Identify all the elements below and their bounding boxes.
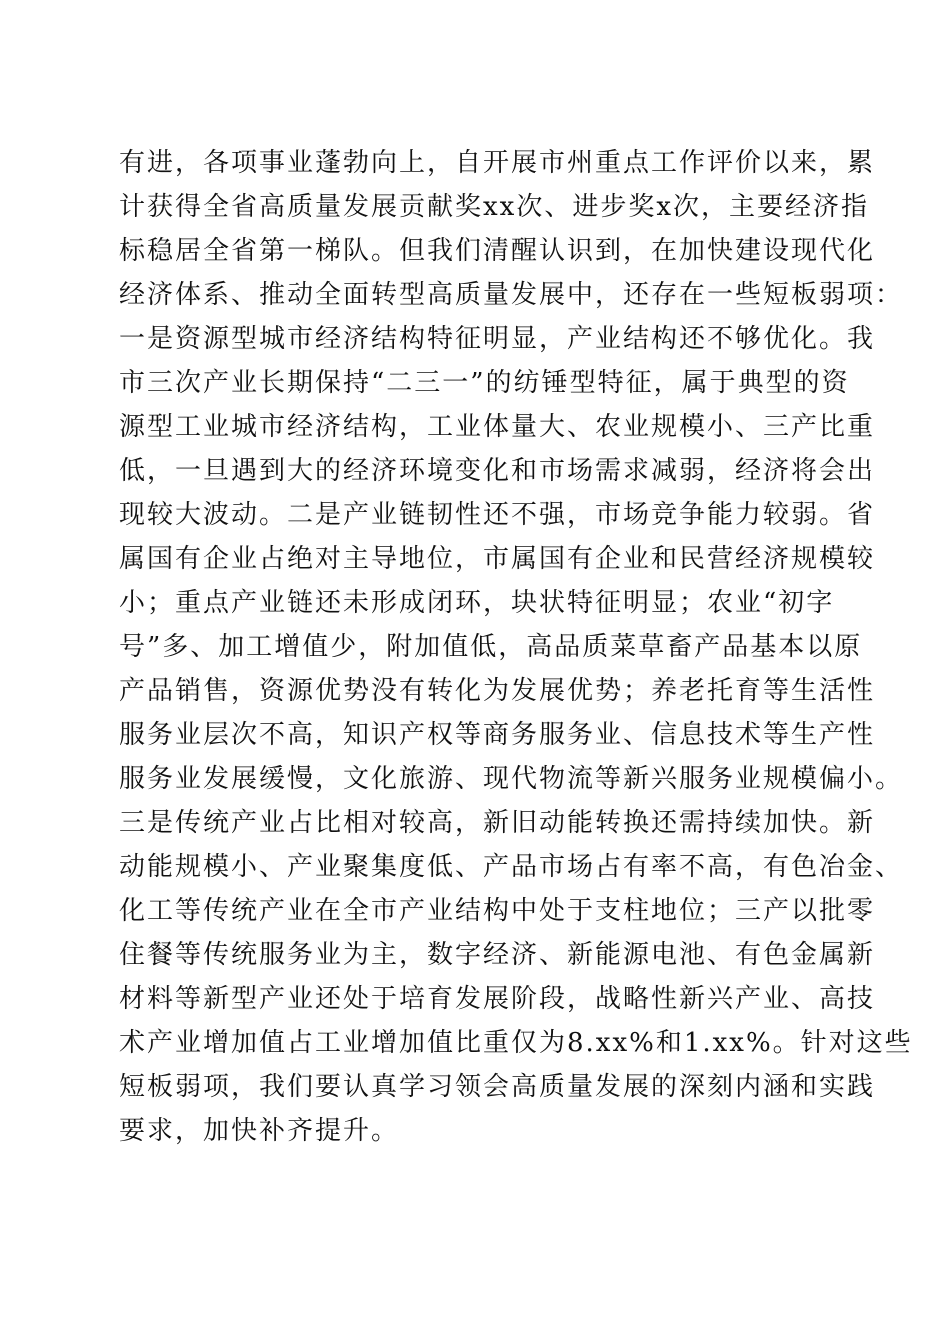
text-line: 动能规模小、产业聚集度低、产品市场占有率不高，有色冶金、	[119, 852, 904, 882]
text-line: 短板弱项，我们要认真学习领会高质量发展的深刻内涵和实践	[119, 1072, 876, 1102]
body-paragraph	[119, 141, 913, 1153]
text-line: 小；重点产业链还未形成闭环，块状特征明显；农业“初字	[119, 588, 835, 618]
text-line: 计获得全省高质量发展贡献奖xx次、进步奖x次，主要经济指	[119, 192, 869, 222]
text-line: 要求，加快补齐提升。	[119, 1116, 400, 1146]
text-line: 属国有企业占绝对主导地位，市属国有企业和民营经济规模较	[119, 544, 876, 574]
text-line: 源型工业城市经济结构，工业体量大、农业规模小、三产比重	[119, 412, 876, 442]
text-line: 术产业增加值占工业增加值比重仅为8.xx%和1.xx%。针对这些	[119, 1028, 913, 1058]
text-line: 号”多、加工增值少，附加值低，高品质菜草畜产品基本以原	[119, 632, 863, 662]
text-line: 低，一旦遇到大的经济环境变化和市场需求减弱，经济将会出	[119, 456, 876, 486]
text-line: 一是资源型城市经济结构特征明显，产业结构还不够优化。我	[119, 324, 876, 354]
text-line: 材料等新型产业还处于培育发展阶段，战略性新兴产业、高技	[119, 984, 876, 1014]
text-line: 三是传统产业占比相对较高，新旧动能转换还需持续加快。新	[119, 808, 876, 838]
text-line: 产品销售，资源优势没有转化为发展优势；养老托育等生活性	[119, 676, 876, 706]
text-line: 服务业层次不高，知识产权等商务服务业、信息技术等生产性	[119, 720, 876, 750]
text-line: 标稳居全省第一梯队。但我们清醒认识到，在加快建设现代化	[119, 236, 876, 266]
text-line: 市三次产业长期保持“二三一”的纺锤型特征，属于典型的资	[119, 368, 850, 398]
text-line: 服务业发展缓慢，文化旅游、现代物流等新兴服务业规模偏小。	[119, 764, 904, 794]
text-line: 住餐等传统服务业为主，数字经济、新能源电池、有色金属新	[119, 940, 876, 970]
text-line: 现较大波动。二是产业链韧性还不强，市场竞争能力较弱。省	[119, 500, 876, 530]
text-line: 经济体系、推动全面转型高质量发展中，还存在一些短板弱项：	[119, 280, 904, 310]
text-line: 化工等传统产业在全市产业结构中处于支柱地位；三产以批零	[119, 896, 876, 926]
text-line: 有进，各项事业蓬勃向上，自开展市州重点工作评价以来，累	[119, 148, 876, 178]
